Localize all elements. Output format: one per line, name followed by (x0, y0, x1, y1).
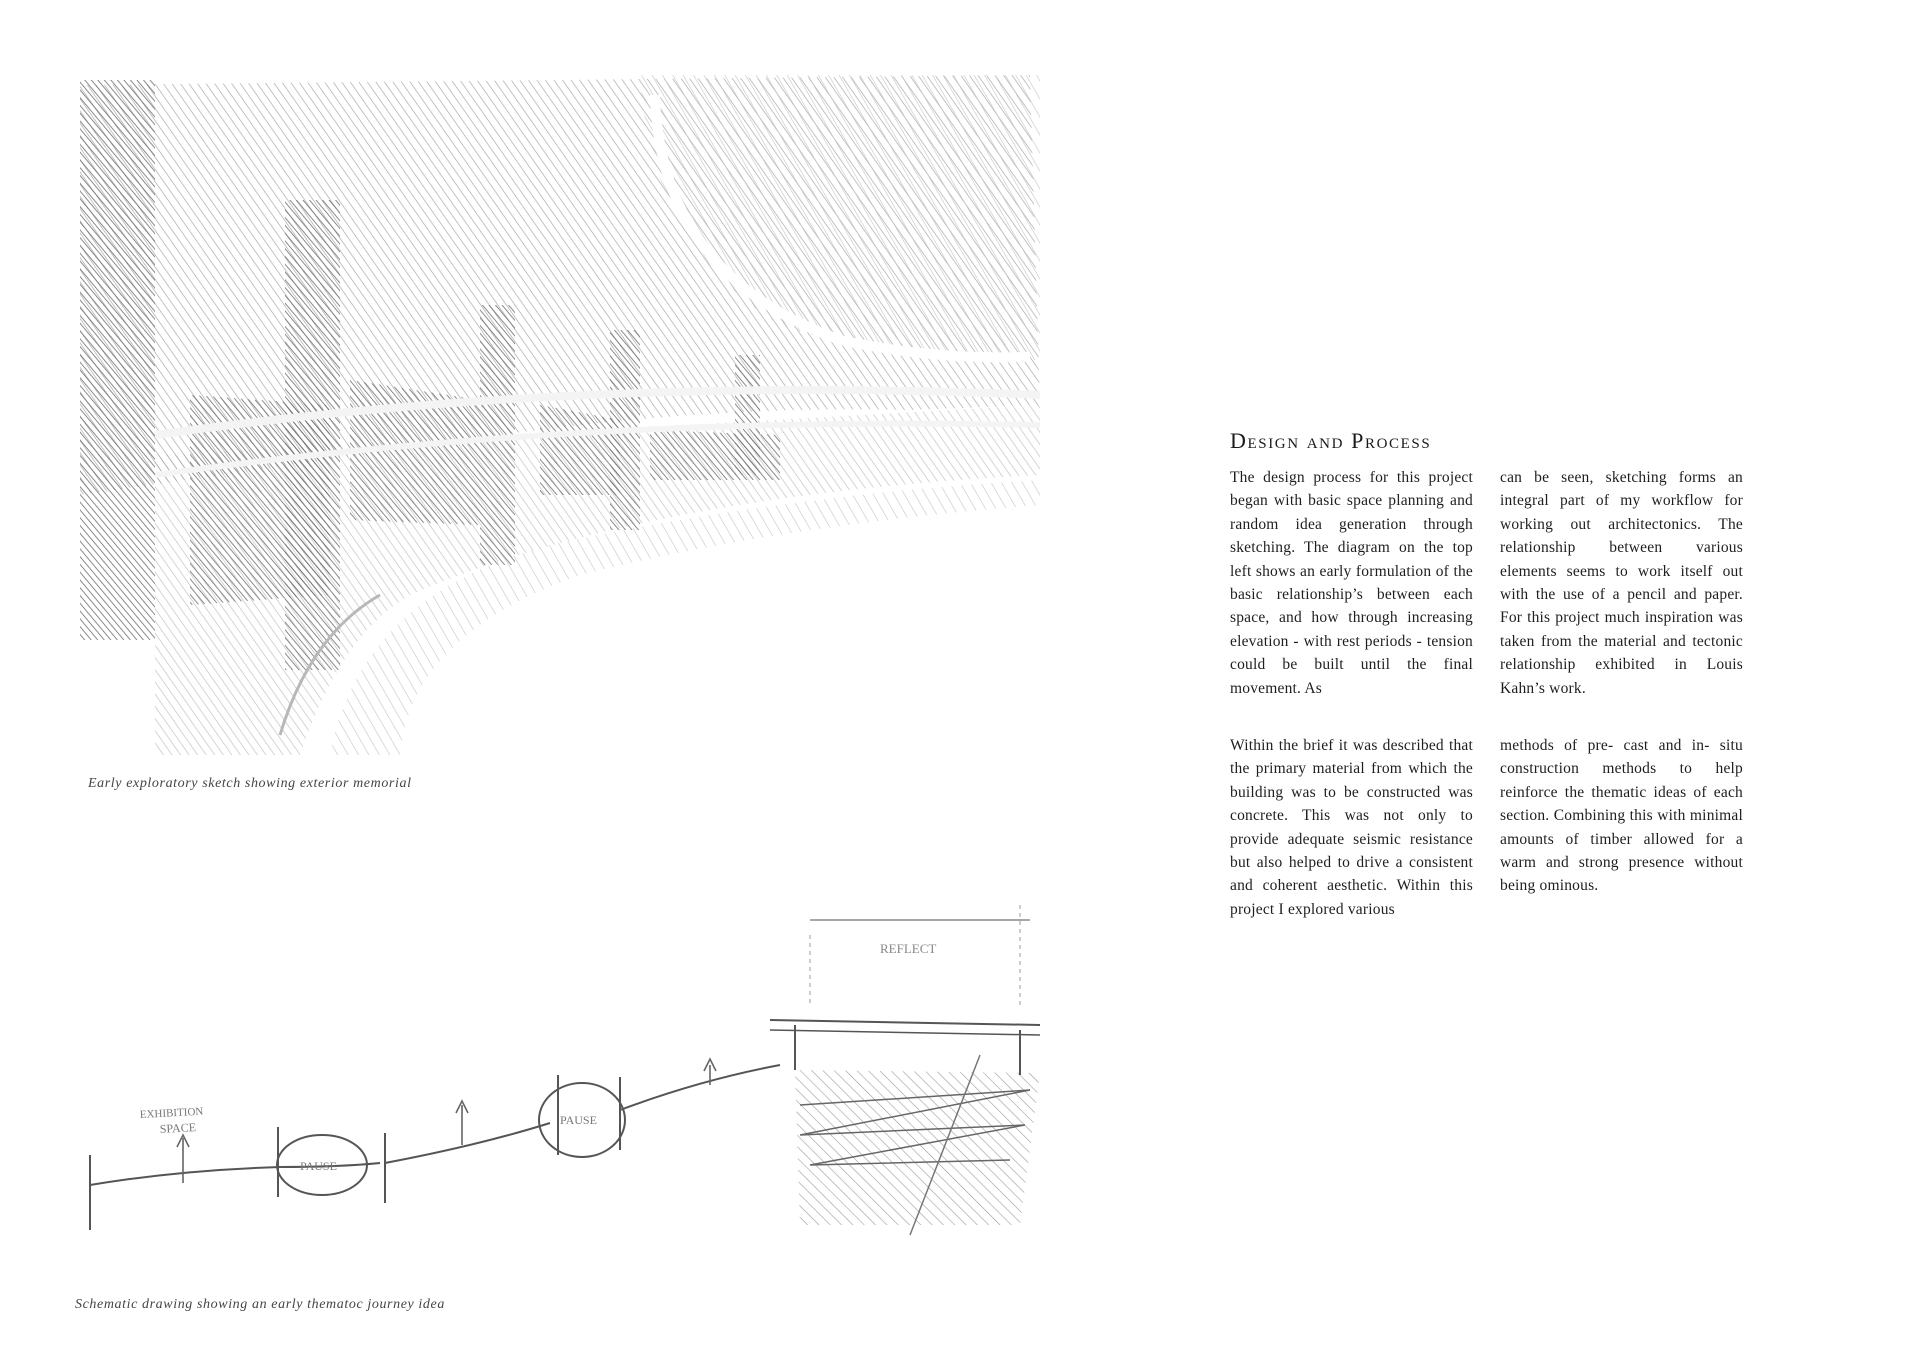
sketch1-caption: Early exploratory sketch showing exterior memorial (88, 776, 412, 791)
pause-label-1: PAUSE (300, 1159, 337, 1173)
space-label: SPACE (159, 1120, 197, 1136)
exhibition-label: EXHIBITION (139, 1105, 204, 1121)
paragraph-1-right: can be seen, sketching forms an integral part of my workflow for working out architectonics. The relationship between various elements seems to work itself out with the use of a pencil and paper. For this project much inspiration was taken from the material and tectonic relationship exhibited in Louis Kahn’s work. (1500, 469, 1743, 697)
reflect-label: REFLECT (880, 941, 937, 956)
thematic-journey-diagram (80, 905, 1050, 1245)
pause-label-2: PAUSE (560, 1113, 597, 1127)
paragraph-1-left: The design process for this project began with basic space planning and random idea generation through sketching. The diagram on the top left shows an early formulation of the basic relationship’s between each space, and how through increasing elevation - with rest periods - tension could be built until the final movement. As (1230, 469, 1473, 697)
paragraph-2-left: Within the brief it was described that the primary material from which the building was to be constructed was concrete. This was not only to provide adequate seismic resistance but also helped to drive a consistent and coherent aesthetic. Within this project I explored various (1230, 737, 1473, 918)
exterior-memorial-sketch (80, 75, 1040, 755)
sketch2-caption: Schematic drawing showing an early thematoc journey idea (75, 1297, 445, 1312)
paragraph-2-right: methods of pre- cast and in- situ construction methods to help reinforce the thematic ideas of each section. Combining this with minimal amounts of timber allowed for a warm and strong presence without being ominous. (1500, 737, 1743, 895)
section-title: Design and Process (1230, 428, 1432, 453)
